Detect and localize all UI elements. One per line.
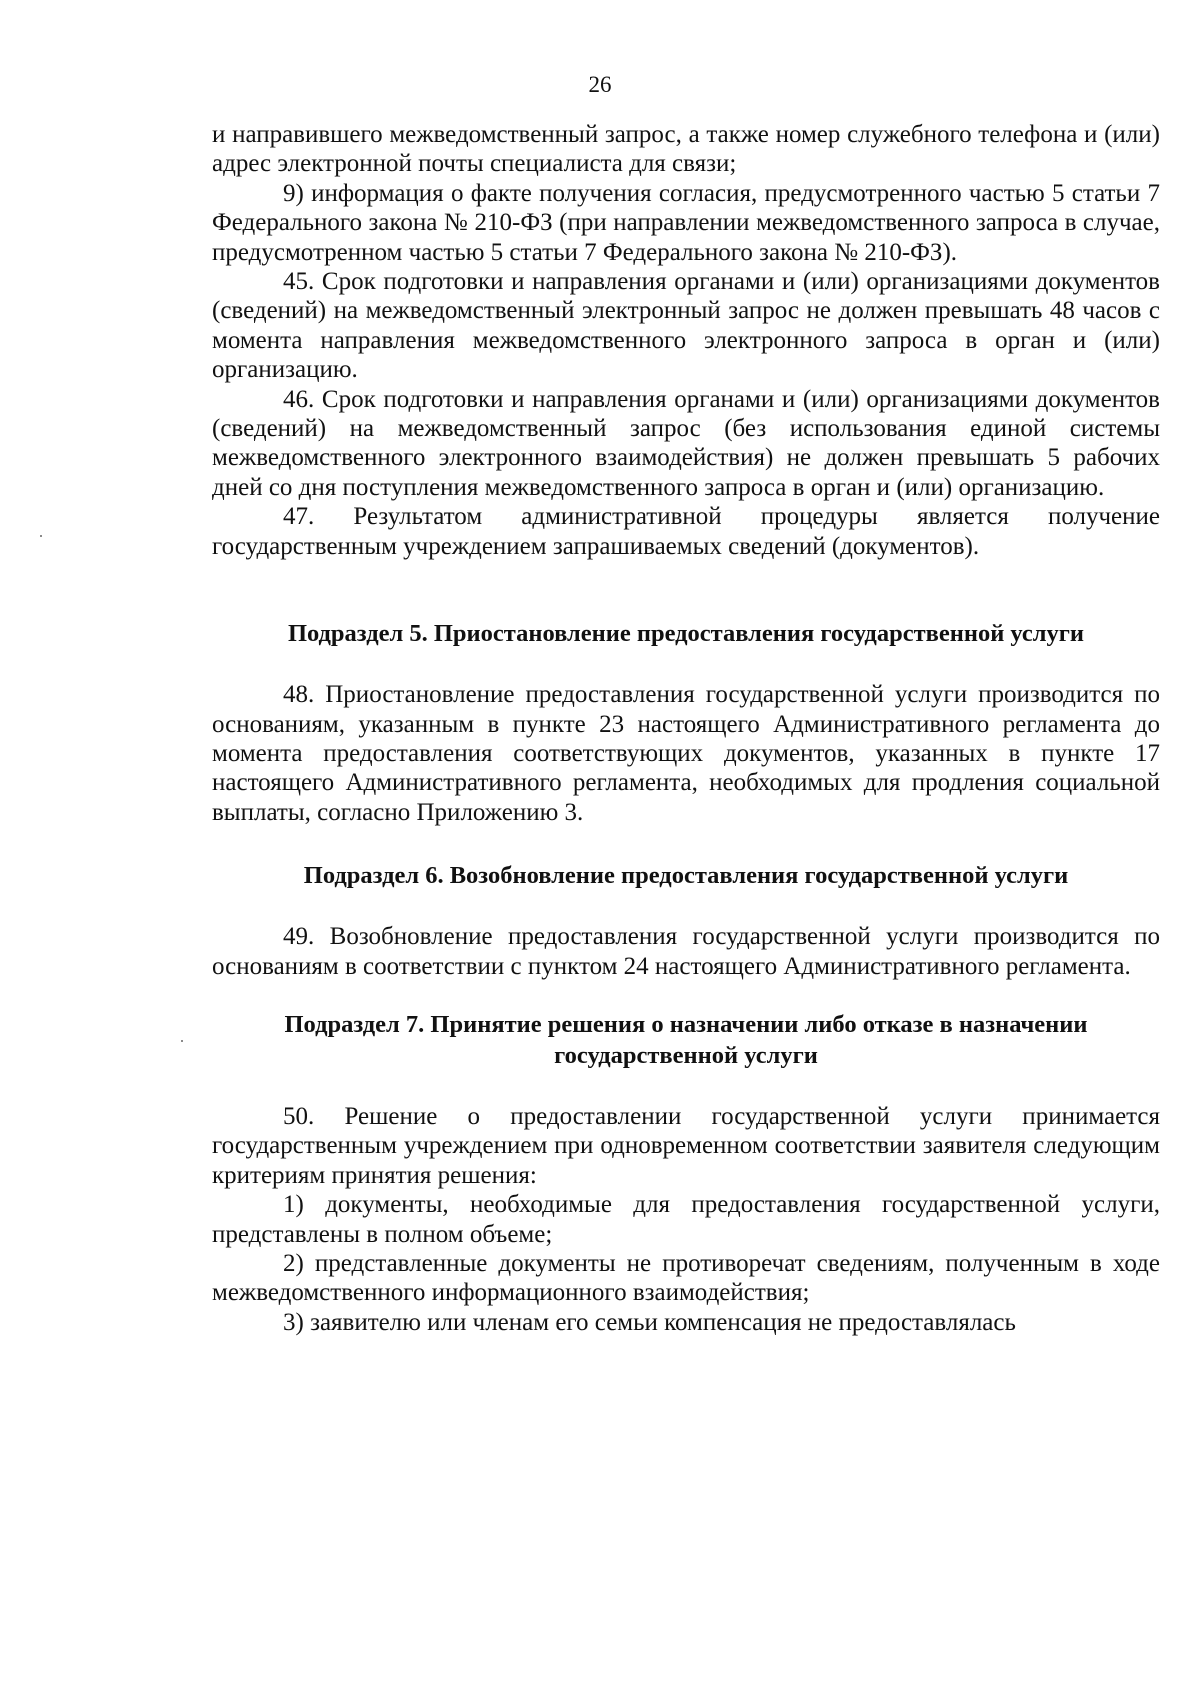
list-item-1: 1) документы, необходимые для предоставления государственной услуги, представлены в полном объеме; [212,1191,1160,1248]
subsection-7-heading-line-2: государственной услуги [554,1041,818,1069]
paragraph-48: 48. Приостановление предоставления государственной услуги производится по основаниям, указанным в пункте 23 настоящего Административного регламента до момента предоставления соответствующих документов, указанных в пункте 17 настоящего Административного регламента, необходимых для продления социальной выплаты, согласно Приложению 3. [212,681,1160,826]
scan-speck [181,1040,183,1042]
page-number: 26 [588,72,612,97]
list-item-9: 9) информация о факте получения согласия, предусмотренного частью 5 статьи 7 Федерального закона № 210-ФЗ (при направлении межведомственного запроса в случае, предусмотренном частью 5 статьи 7 Федерального закона № 210-ФЗ). [212,179,1160,266]
list-item-2: 2) представленные документы не противоречат сведениям, полученным в ходе межведомственного информационного взаимодействия; [212,1249,1160,1307]
subsection-7-heading [212,1009,1160,1071]
paragraph-49: 49. Возобновление предоставления государственной услуги производится по основаниям в соответствии с пунктом 24 настоящего Административного регламента. [212,923,1160,980]
subsection-5-heading: Подраздел 5. Приостановление предоставления государственной услуги [287,620,1085,648]
subsection-6-heading: Подраздел 6. Возобновление предоставления государственной услуги [303,862,1069,890]
paragraph-45: 45. Срок подготовки и направления органами и (или) организациями документов (сведений) на межведомственный электронный запрос не должен превышать 48 часов с момента направления межведомственного электронного запроса в орган и (или) организацию. [212,268,1160,384]
list-item-3: 3) заявителю или членам его семьи компенсация не предоставлялась [283,1308,1016,1336]
paragraph-50: 50. Решение о предоставлении государственной услуги принимается государственным учреждением при одновременном соответствии заявителя следующим критериям принятия решения: [212,1102,1160,1189]
paragraph-46: 46. Срок подготовки и направления органами и (или) организациями документов (сведений) на межведомственный запрос (без использования единой системы межведомственного электронного взаимодействия) не должен превышать 5 рабочих дней со дня поступления межведомственного запроса в орган и (или) организацию. [212,385,1160,501]
document-body [212,120,1160,1337]
paragraph-47: 47. Результатом административной процедуры является получение государственным учреждением запрашиваемых сведений (документов). [212,503,1160,560]
subsection-7-heading-line-1: Подраздел 7. Принятие решения о назначении либо отказе в назначении [284,1010,1088,1038]
continuation-paragraph: и направившего межведомственный запрос, а также номер служебного телефона и (или) адрес электронной почты специалиста для связи; [212,121,1160,178]
scan-speck [40,535,42,537]
